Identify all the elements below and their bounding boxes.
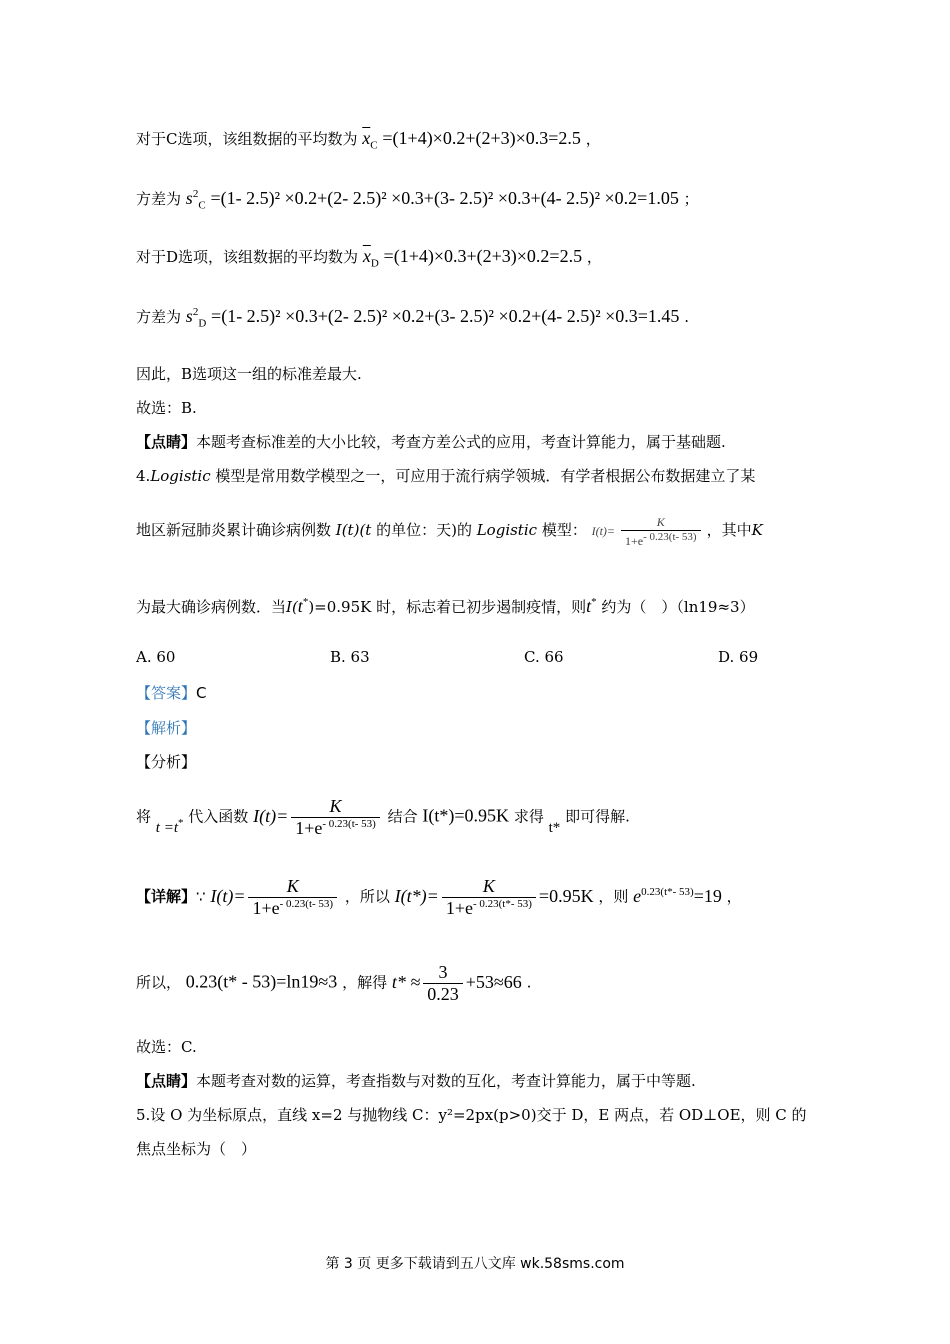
detail-eq2: I(t*)= $\frac{K}{1+e^{- 0.23(t*- 53)}}$ =0.95K [394, 876, 594, 918]
detail-tag: 【详解】 [136, 887, 197, 906]
fenxi-line [136, 796, 630, 839]
d-mean-line [136, 246, 602, 270]
option-c: C. 66 [524, 648, 564, 666]
d-var-end: . [684, 308, 689, 326]
detail-d: ， [726, 887, 742, 906]
q4-line2-c: 的单位：天)的 [371, 520, 477, 539]
solve-line [136, 962, 531, 1005]
d-var-label: 方差为 [136, 308, 182, 326]
fenxi-t-eq: t =t* [155, 816, 184, 836]
d-mean-symbol: $\overline{x}_D$ [362, 246, 379, 270]
d-var-line [136, 306, 689, 330]
solve-eq: 0.23(t* - 53)=ln19≈3 [185, 971, 338, 992]
c-var-symbol: $s^2_C$ [185, 188, 206, 212]
detail-c: ，则 [598, 887, 629, 906]
detail-line [136, 876, 742, 919]
q4-line2-K: K [751, 520, 763, 539]
choice-b: 故选：B. [136, 399, 197, 417]
q4-line-3 [136, 596, 755, 617]
q4-line-2 [136, 515, 763, 549]
fenxi-func: I(t)= $\frac{K}{1+e^{- 0.23(t- 53)}}$ [253, 806, 383, 826]
comment-2 [136, 1070, 696, 1091]
option-b: B. 63 [330, 648, 370, 666]
fenxi-cond: I(t*)=0.95K [422, 805, 510, 826]
fenxi-c: 结合 [387, 807, 418, 826]
d-mean-formula: =(1+4)×0.3+(2+3)×0.2=2.5 [383, 246, 583, 266]
fenxi-tag: 【分析】 [136, 753, 197, 771]
q4-line1-text: 模型是常用数学模型之一，可应用于流行病学领城．有学者根据公布数据建立了某 [210, 467, 756, 485]
q4-line2-a: 地区新冠肺炎累计确诊病例数 [136, 520, 336, 539]
c-var-line [136, 188, 699, 212]
answer-value: C [196, 684, 207, 702]
comment-1-text: 本题考查标准差的大小比较，考查方差公式的应用，考查计算能力，属于基础题. [196, 433, 726, 451]
q4-tstar-1: t* [297, 596, 309, 616]
c-mean-formula: =(1+4)×0.2+(2+3)×0.3=2.5 [382, 128, 581, 148]
solve-b: ，解得 [342, 973, 388, 992]
q4-line2-logistic: Logistic [476, 520, 538, 539]
c-mean-end: ， [585, 130, 601, 148]
q5-line-2: 焦点坐标为（ ） [136, 1140, 257, 1158]
q5-line-1: 5.设 O 为坐标原点，直线 x=2 与抛物线 C：y²=2px(p>0)交于 D，E 两点，若 OD⊥OE，则 C 的 [136, 1106, 807, 1124]
q4-tstar-2: t* [586, 596, 597, 616]
q4-line2-it: I(t)(t [335, 520, 372, 539]
detail-because: ∵ [196, 887, 206, 906]
c-mean-line [136, 128, 601, 152]
q4-number: 4. [136, 467, 151, 485]
q4-line3-d: 约为（ ）（ln19≈3） [596, 598, 755, 616]
option-a: A. 60 [136, 648, 176, 666]
d-mean-end: ， [586, 248, 602, 266]
page-footer: 第 3 页 更多下载请到五八文库 wk.58sms.com [325, 1256, 625, 1272]
comment-1 [136, 431, 726, 452]
c-var-formula: =(1- 2.5)² ×0.2+(2- 2.5)² ×0.3+(3- 2.5)² ×0.3+(4- 2.5)² ×0.2=1.05 [210, 188, 679, 208]
fenxi-b: 代入函数 [188, 807, 249, 826]
choice-c: 故选：C. [136, 1038, 197, 1056]
q4-line3-b: )=0.95K [308, 598, 372, 616]
d-var-symbol: $s^2_D$ [185, 306, 207, 330]
fenxi-d: 求得 [513, 807, 544, 826]
solve-a: 所以， [136, 973, 182, 992]
solve-result: t* ≈ $\frac{3}{0.23}$ +53≈66 [391, 962, 522, 1004]
q4-line3-c: 时，标志着已初步遏制疫情，则 [371, 598, 587, 616]
option-d: D. 69 [718, 648, 759, 666]
q4-I-paren: I( [286, 598, 298, 616]
c-mean-label: 对于C选项，该组数据的平均数为 [136, 130, 358, 148]
comment-2-tag: 【点睛】 [136, 1072, 197, 1090]
fenxi-a: 将 [136, 807, 152, 826]
solve-c: . [526, 973, 532, 992]
comment-2-text: 本题考查对数的运算，考查指数与对数的互化，考查计算能力，属于中等题. [196, 1072, 696, 1090]
q4-line2-f: ，其中 [706, 520, 752, 539]
c-var-end: ； [683, 190, 699, 208]
q4-logistic: Logistic [150, 467, 211, 485]
c-mean-symbol: $\overline{x}_C$ [362, 128, 378, 152]
fenxi-e: 即可得解. [565, 807, 630, 826]
analysis-tag: 【解析】 [136, 719, 197, 737]
q4-line3-a: 为最大确诊病例数．当 [136, 598, 287, 616]
detail-func: I(t)= $\frac{K}{1+e^{- 0.23(t- 53)}}$ [210, 886, 340, 906]
detail-b: ，所以 [344, 887, 390, 906]
d-var-formula: =(1- 2.5)² ×0.3+(2- 2.5)² ×0.2+(3- 2.5)² ×0.2+(4- 2.5)² ×0.3=1.45 [211, 306, 680, 326]
answer-tag: 【答案】 [136, 684, 197, 702]
d-mean-label: 对于D选项，该组数据的平均数为 [136, 248, 359, 266]
conclusion: 因此，B选项这一组的标准差最大. [136, 365, 362, 383]
q4-line2-e: 模型： [537, 520, 587, 539]
c-var-label: 方差为 [136, 190, 182, 208]
comment-1-tag: 【点睛】 [136, 433, 197, 451]
fenxi-tstar: t* [548, 819, 561, 836]
logistic-small-formula: I(t)= $\frac{K}{1+e^{- 0.23(t- 53)}}$ [592, 524, 707, 538]
q4-line-1 [136, 465, 755, 486]
answer [136, 682, 207, 703]
detail-eq3: $e^{0.23(t*- 53)}=19$ [633, 885, 722, 906]
